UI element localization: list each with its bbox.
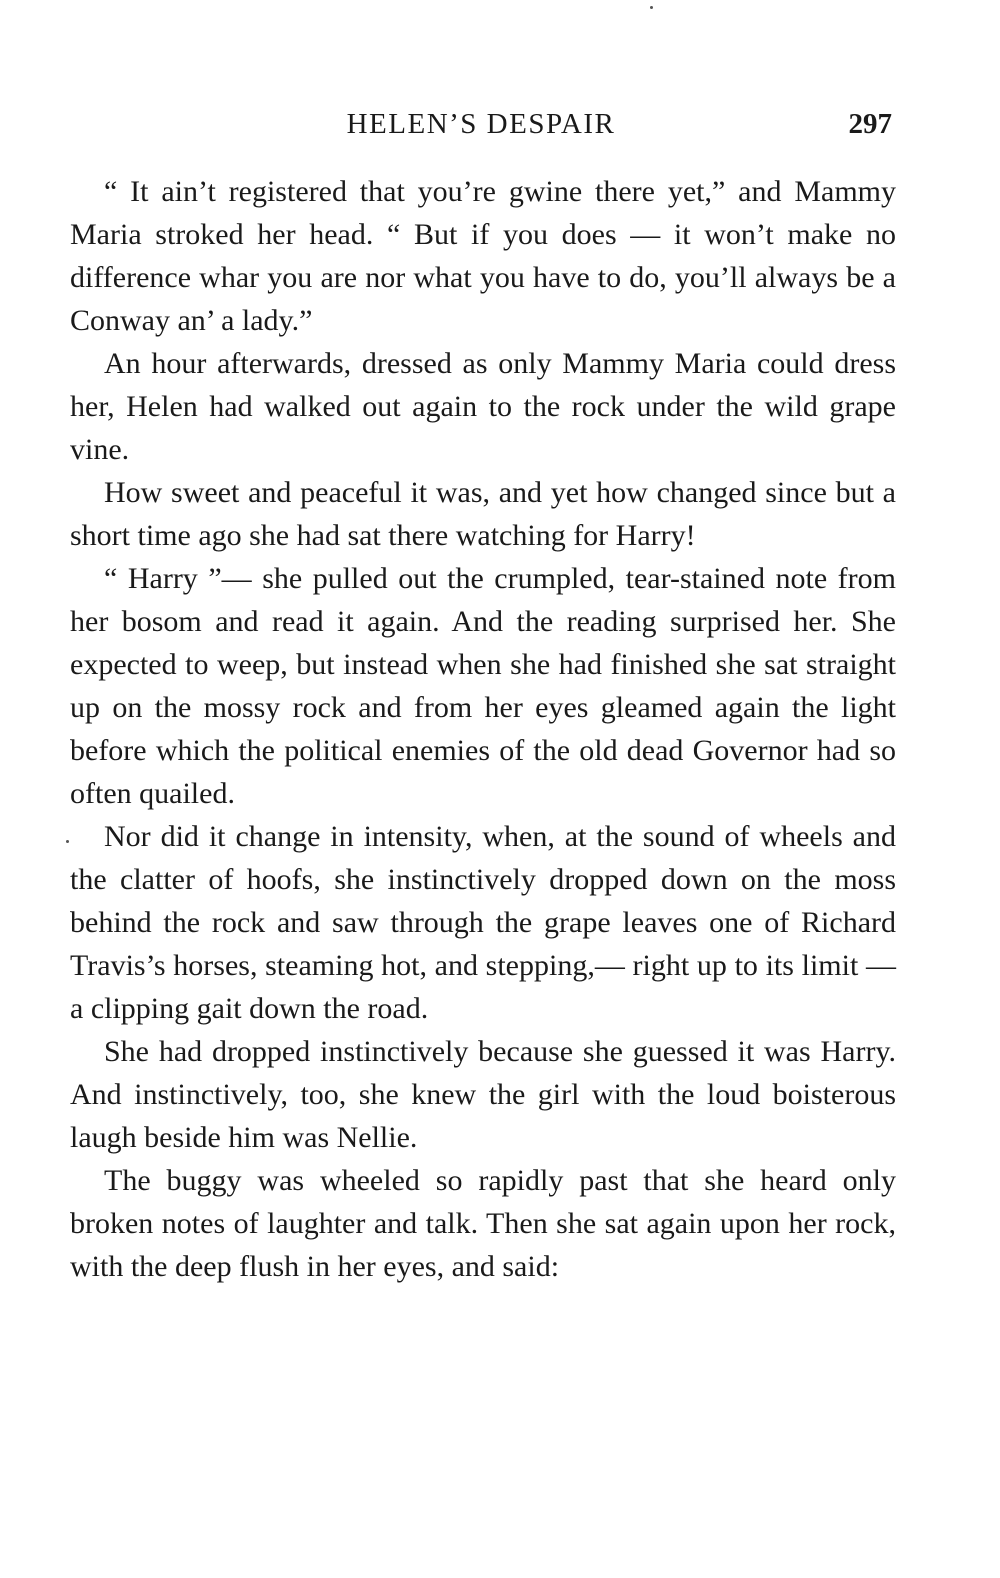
running-title: HELEN’S DESPAIR [346, 108, 616, 140]
paragraph-2: An hour afterwards, dressed as only Mammy Maria could dress her, Helen had walked out again to the rock under the wild grape vine. [70, 347, 896, 466]
running-head [70, 108, 892, 148]
paragraph-1: “ It ain’t registered that you’re gwine there yet,” and Mammy Maria stroked her head. “ But if you does — it won’t make no difference whar you are nor what you have to do, you’ll always be a Conway an’ a lady.” [70, 175, 896, 337]
paragraph-5: Nor did it change in intensity, when, at the sound of wheels and the clatter of hoofs, she instinctively dropped down on the moss behind the rock and saw through the grape leaves one of Richard Travis’s horses, steaming hot, and stepping,— right up to its limit — a clipping gait down the road. [70, 820, 896, 1025]
paragraph-7: The buggy was wheeled so rapidly past that she heard only broken notes of laughter and talk. Then she sat again upon her rock, with the deep flush in her eyes, and said: [70, 1164, 896, 1283]
paragraph-4: “ Harry ”— she pulled out the crumpled, tear-stained note from her bosom and read it again. And the reading surprised her. She expected to weep, but instead when she had finished she sat straight up on the mossy rock and from her eyes gleamed again the light before which the political enemies of the old dead Governor had so often quailed. [70, 562, 896, 810]
print-speck [66, 840, 69, 843]
paragraph-3: How sweet and peaceful it was, and yet how changed since but a short time ago she had sat there watching for Harry! [70, 476, 896, 552]
page-number: 297 [848, 108, 892, 140]
paragraph-6: She had dropped instinctively because she guessed it was Harry. And instinctively, too, she knew the girl with the loud boisterous laugh beside him was Nellie. [70, 1035, 896, 1154]
body-text [70, 170, 896, 1288]
print-speck [650, 6, 653, 9]
